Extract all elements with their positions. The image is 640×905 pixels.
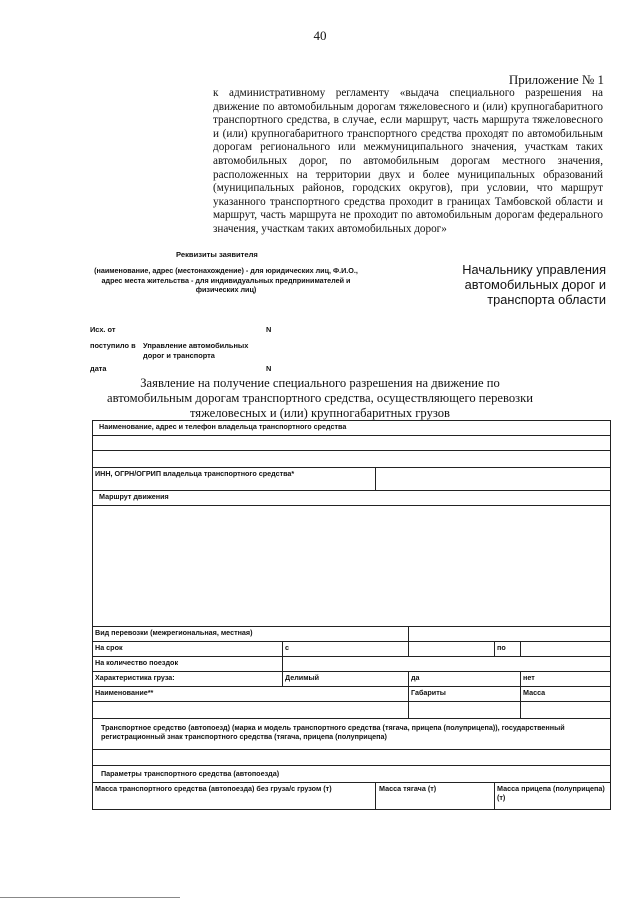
- inn-field[interactable]: [376, 468, 611, 491]
- received-label: поступило в: [90, 341, 136, 350]
- scan-edge-line: [0, 897, 180, 898]
- owner-field-2[interactable]: [93, 451, 611, 468]
- addressee: Начальнику управления автомобильных дорог и транспорта области: [462, 262, 606, 307]
- tractor-mass-label: Масса тягача (т): [376, 783, 495, 810]
- transport-type-label: Вид перевозки (межрегиональная, местная): [93, 627, 409, 642]
- divisible-no[interactable]: нет: [521, 672, 611, 687]
- route-field[interactable]: [93, 506, 611, 627]
- transport-type-field[interactable]: [409, 627, 611, 642]
- cargo-mass-label: Масса: [521, 687, 611, 702]
- date-label: дата: [90, 364, 107, 373]
- route-label: Маршрут движения: [93, 491, 611, 506]
- term-to-field[interactable]: [521, 642, 611, 657]
- trips-label: На количество поездок: [93, 657, 283, 672]
- divisible-label: Делимый: [283, 672, 409, 687]
- term-from-label: с: [283, 642, 409, 657]
- term-to-label: по: [495, 642, 521, 657]
- params-label: Параметры транспортного средства (автопоезда): [93, 766, 611, 783]
- cargo-mass-field[interactable]: [521, 702, 611, 719]
- outgoing-number-label: N: [266, 325, 272, 334]
- requisites-title: Реквизиты заявителя: [176, 250, 258, 259]
- appendix-title: Приложение № 1: [508, 72, 604, 87]
- inn-label: ИНН, ОГРН/ОГРИП владельца транспортного средства*: [93, 468, 376, 491]
- date-number-label: N: [266, 364, 272, 373]
- page-number: 40: [313, 28, 327, 43]
- cargo-name-label: Наименование**: [93, 687, 409, 702]
- appendix-text: к административному регламенту «выдача специального разрешения на движение по автомобильным дорогам тяжеловесного и (или) крупногабаритного транспортного средства, в случае, если маршрут, часть маршрута тяжеловесного и (или) крупногабаритного транспортного средства проходят по автомобильным дорогам регионального или межмуниципального значения, участкам таких автомобильных дорог, по автомобильным дорогам местного значения, расположенных на территории двух и более муниципальных образований (муниципальных районов, городских округов), при условии, что маршрут указанного транспортного средства проходит в границах Тамбовской области и маршрут, часть маршрута не проходит по автомобильным дорогам федерального значения, участкам таких автомобильных дорог»: [213, 87, 603, 235]
- term-from-field[interactable]: [409, 642, 495, 657]
- trips-field[interactable]: [283, 657, 611, 672]
- cargo-dims-field[interactable]: [409, 702, 521, 719]
- cargo-name-field[interactable]: [93, 702, 409, 719]
- application-form: [92, 420, 611, 810]
- vehicle-label: Транспортное средство (автопоезд) (марка и модель транспортного средства (тягача, прицепа (полуприцепа)), государственный регистрационный знак транспортного средства (тягача, прицепа (полуприцепа): [93, 719, 611, 750]
- requisites-note: (наименование, адрес (местонахождение) - для юридических лиц, Ф.И.О., адрес места жительства - для индивидуальных предпринимателей и физических лиц): [94, 266, 358, 295]
- cargo-char-label: Характеристика груза:: [93, 672, 283, 687]
- vehicle-field[interactable]: [93, 750, 611, 766]
- divisible-yes[interactable]: да: [409, 672, 521, 687]
- vehicle-mass-label: Масса транспортного средства (автопоезда) без груза/с грузом (т): [93, 783, 376, 810]
- owner-field[interactable]: [93, 436, 611, 451]
- cargo-dims-label: Габариты: [409, 687, 521, 702]
- term-label: На срок: [93, 642, 283, 657]
- received-org: Управление автомобильных дорог и транспорта: [143, 341, 249, 360]
- owner-label: Наименование, адрес и телефон владельца транспортного средства: [93, 421, 611, 436]
- statement-title: Заявление на получение специального разрешения на движение по автомобильным дорогам транспортного средства, осуществляющего перевозки тяжеловесных и (или) крупногабаритных грузов: [107, 376, 533, 420]
- trailer-mass-label: Масса прицепа (полуприцепа) (т): [495, 783, 611, 810]
- outgoing-label: Исх. от: [90, 325, 116, 334]
